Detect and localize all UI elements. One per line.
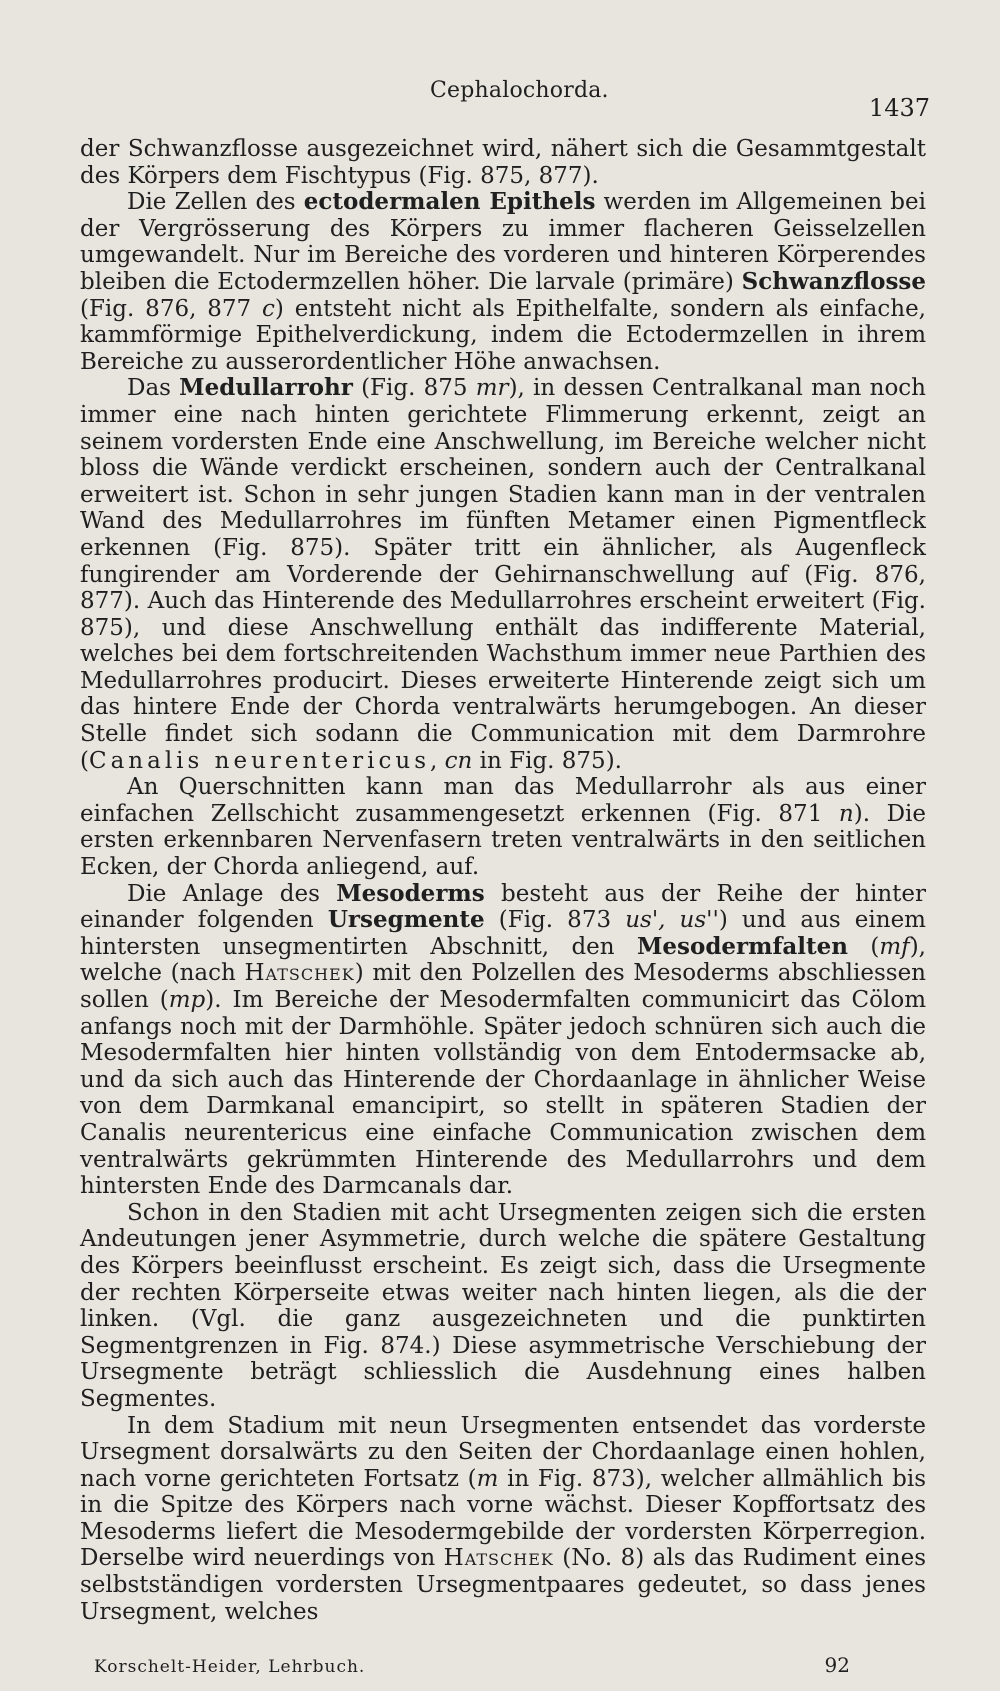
page-header — [80, 78, 930, 122]
paragraph — [80, 1413, 926, 1626]
text-run: , — [430, 747, 445, 774]
text-run: ) und aus einem hintersten unsegmentirten Abschnitt, den — [80, 907, 926, 960]
text-body — [80, 136, 926, 1625]
text-run: n — [838, 800, 854, 827]
page-number: 1437 — [868, 94, 930, 122]
text-run: Die Anlage des — [127, 880, 337, 907]
text-run: Schon in den Stadien mit acht Ursegmenten zeigen sich die ersten Andeutungen jener Asymmetrie, durch welche die spätere Gestaltung des Körpers beeinflusst erscheint. Es zeigt sich, dass die Ursegmente der rechten Körperseite etwas weiter nach hinten liegen, als die der linken. (Vgl. die ganz ausgezeichneten und die punktirten Segmentgrenzen in Fig. 874.) Diese asymmetrische Verschiebung der Ursegmente beträgt schliesslich die Ausdehnung eines halben Segmentes. — [80, 1199, 926, 1412]
text-run: ). Im Bereiche der Mesodermfalten communicirt das Cölom anfangs noch mit der Darmhöhle. Später jedoch schnüren sich auch die Mesodermfalten hier hinten vollständig von dem Entodermsacke ab, und da sich auch das Hinterende der Chordaanlage in ähnlicher Weise von dem Darmkanal emancipirt, so stellt in späteren Stadien der Canalis neurentericus eine einfache Communication zwischen dem ventralwärts gekrümmten Hinterende des Medullarrohrs und dem hintersten Ende des Darmcanals dar. — [80, 987, 926, 1200]
text-run: ) entsteht nicht als Epithelfalte, sondern als einfache, kammförmige Epithelverdickung, indem die Ectodermzellen in ihrem Bereiche zu ausserordentlicher Höhe anwachsen. — [80, 295, 926, 375]
paragraph — [80, 189, 926, 375]
text-run: (Fig. 875 — [352, 375, 476, 402]
text-run: in Fig. 873), welcher allmählich bis in die Spitze des Körpers nach vorne wächst. Dieser Kopffortsatz des Mesoderms liefert die Mesodermgebilde der vordersten Körperregion. Derselbe wird neuerdings von — [80, 1465, 926, 1572]
paragraph — [80, 881, 926, 1200]
text-run: mp — [168, 987, 206, 1013]
sheet-number: 92 — [824, 1653, 850, 1677]
paragraph — [80, 1200, 926, 1413]
text-run: cn — [444, 747, 473, 774]
text-run: in Fig. 875). — [472, 747, 622, 774]
text-run: mf — [879, 933, 910, 960]
page-footer — [94, 1653, 850, 1683]
text-run: Canalis neurentericus — [88, 747, 431, 774]
text-run: us', us'' — [625, 907, 719, 934]
text-run: (Fig. 873 — [484, 907, 626, 934]
text-run: c — [262, 295, 275, 322]
text-run: In dem Stadium mit neun Ursegmenten entsendet das vorderste Ursegment dorsalwärts zu den Seiten der Chordaanlage einen hohlen, nach vorne gerichteten Fortsatz ( — [80, 1412, 926, 1492]
text-run: Medullarrohr — [179, 374, 353, 402]
text-run: m — [476, 1465, 499, 1492]
text-run: Das — [127, 375, 180, 402]
text-run: Hatschek — [244, 960, 355, 987]
text-run: Schwanzflosse — [741, 267, 926, 295]
text-run: (Fig. 876, 877 — [80, 295, 263, 322]
text-run: Ursegmente — [327, 906, 485, 934]
paragraph — [80, 774, 926, 880]
text-run: Hatschek — [443, 1545, 554, 1572]
text-run: werden im Allgemeinen bei der Vergrösserung des Körpers zu immer flacheren Geisselzellen umgewandelt. Nur im Bereiche des vorderen und hinteren Körperendes bleiben die Ectodermzellen höher. Die larvale (primäre) — [80, 189, 926, 295]
text-run: ). Die ersten erkennbaren Nervenfasern treten ventralwärts in den seitlichen Ecken, der Chorda anliegend, auf. — [80, 800, 926, 881]
text-run: der Schwanzflosse ausgezeichnet wird, nähert sich die Gesammtgestalt des Körpers dem Fischtypus (Fig. 875, 877). — [80, 136, 926, 189]
text-run: Die Zellen des — [127, 189, 304, 216]
running-head: Cephalochorda. — [430, 78, 609, 103]
text-run: besteht aus der Reihe der hinter einander folgenden — [80, 880, 926, 934]
paragraph — [80, 375, 926, 774]
text-run: (No. 8) als das Rudiment eines selbstständigen vordersten Ursegmentpaares gedeutet, so dass jenes Ursegment, welches — [80, 1545, 926, 1625]
text-run: mr — [475, 375, 509, 402]
text-run: An Querschnitten kann man das Medullarrohr als aus einer einfachen Zellschicht zusammengesetzt erkennen (Fig. 871 — [80, 774, 926, 827]
text-run: ), welche (nach — [80, 933, 926, 987]
text-run: ectodermalen Epithels — [303, 188, 596, 216]
paragraph — [80, 136, 926, 189]
text-run: ), in dessen Centralkanal man noch immer eine nach hinten gerichtete Flimmerung erkennt, zeigt an seinem vordersten Ende eine Anschwellung, im Bereiche welcher nicht bloss die Wände verdickt erscheinen, sondern auch der Centralkanal erweitert ist. Schon in sehr jungen Stadien kann man in der ventralen Wand des Medullarrohres im fünften Metamer einen Pigmentfleck erkennen (Fig. 875). Später tritt ein ähnlicher, als Augenfleck fungirender am Vorderende der Gehirnanschwellung auf (Fig. 876, 877). Auch das Hinterende des Medullarrohres erscheint erweitert (Fig. 875), und diese Anschwellung enthält das indifferente Material, welches bei dem fortschreitenden Wachsthum immer neue Parthien des Medullarrohres producirt. Dieses erweiterte Hinterende zeigt sich um das hintere Ende der Chorda ventralwärts herumgebogen. An dieser Stelle findet sich sodann die Communication mit dem Darmrohre ( — [80, 375, 926, 774]
text-run: ) mit den Polzellen des Mesoderms abschliessen sollen ( — [80, 960, 926, 1013]
text-run: Mesoderms — [336, 879, 485, 907]
text-run: Mesodermfalten — [636, 932, 849, 960]
text-run: ( — [848, 933, 880, 960]
book-signature: Korschelt-Heider, Lehrbuch. — [94, 1657, 366, 1677]
